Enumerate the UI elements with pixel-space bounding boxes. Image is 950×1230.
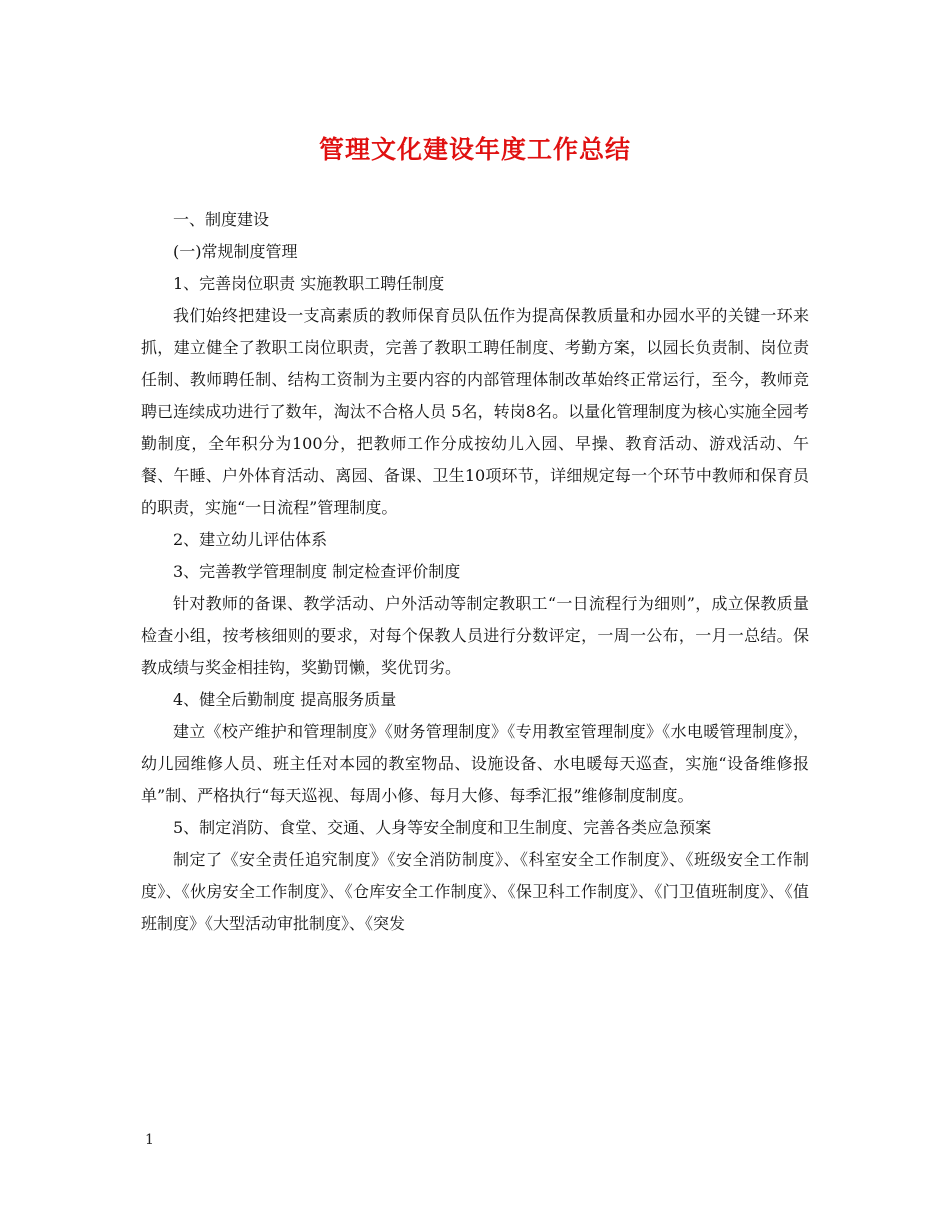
section-heading: 一、制度建设 [173, 210, 270, 229]
body-paragraph: 制定了《安全责任追究制度》《安全消防制度》、《科室安全工作制度》、《班级安全工作制度》、《伙房安全工作制度》、《仓库安全工作制度》、《保卫科工作制度》、《门卫值班制度》、《值班制度》《大型活动审批制度》、《突发 [141, 850, 809, 933]
body-paragraph: 我们始终把建设一支高素质的教师保育员队伍作为提高保教质量和办园水平的关键一环来抓，建立健全了教职工岗位职责，完善了教职工聘任制度、考勤方案，以园长负责制、岗位责任制、教师聘任制、结构工资制为主要内容的内部管理体制改革始终正常运行，至今，教师竞聘已连续成功进行了数年，淘汰不合格人员 5名，转岗8名。以量化管理制度为核心实施全园考勤制度，全年积分为100分，把教师工作分成按幼儿入园、早操、教育活动、游戏活动、午餐、午睡、户外体育活动、离园、备课、卫生10项环节，详细规定每一个环节中教师和保育员的职责，实施“一日流程”管理制度。 [141, 306, 809, 517]
document-title: 管理文化建设年度工作总结 [318, 135, 631, 164]
page-number: 1 [145, 1132, 154, 1148]
item-heading: 5、制定消防、食堂、交通、人身等安全制度和卫生制度、完善各类应急预案 [173, 818, 712, 837]
document-body [141, 204, 809, 940]
item-heading: 3、完善教学管理制度 制定检查评价制度 [173, 562, 461, 581]
item-heading: 4、健全后勤制度 提高服务质量 [173, 690, 397, 709]
body-paragraph: 针对教师的备课、教学活动、户外活动等制定教职工“一日流程行为细则”，成立保教质量检查小组，按考核细则的要求，对每个保教人员进行分数评定，一周一公布，一月一总结。保教成绩与奖金相挂钩，奖勤罚懒，奖优罚劣。 [141, 594, 809, 677]
item-heading: 1、完善岗位职责 实施教职工聘任制度 [173, 274, 445, 293]
item-heading: 2、建立幼儿评估体系 [173, 530, 328, 549]
body-paragraph: 建立《校产维护和管理制度》《财务管理制度》《专用教室管理制度》《水电暖管理制度》，幼儿园维修人员、班主任对本园的教室物品、设施设备、水电暖每天巡查，实施“设备维修报单”制、严格执行“每天巡视、每周小修、每月大修、每季汇报”维修制度制度。 [141, 722, 809, 805]
subsection-heading: (一)常规制度管理 [173, 242, 298, 261]
